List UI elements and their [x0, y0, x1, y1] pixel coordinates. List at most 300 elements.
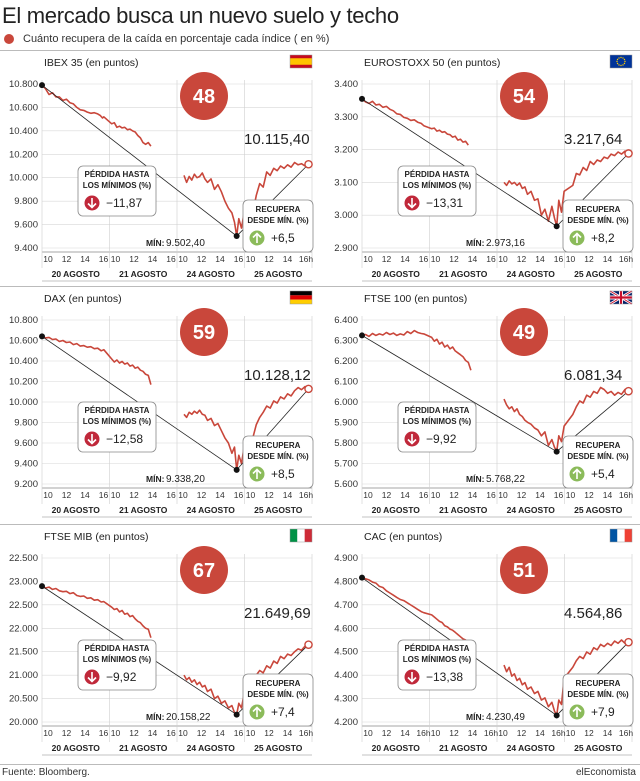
x-tick-label: 16 — [418, 490, 429, 500]
chart-svg — [320, 288, 640, 520]
chart-svg — [320, 526, 640, 758]
x-tick-label: 12 — [449, 490, 459, 500]
loss-box — [78, 402, 156, 452]
x-tick-label: 10 — [43, 728, 53, 738]
chart-title: CAC (en puntos) — [364, 531, 443, 543]
recovery-bubble — [500, 72, 548, 120]
recover-title-1: RECUPERA — [255, 679, 301, 688]
y-tick-label: 10.400 — [8, 125, 38, 137]
recover-pct: +6,5 — [271, 231, 295, 245]
recover-pct: +7,4 — [271, 705, 295, 719]
x-tick-label: 12 — [381, 490, 392, 500]
min-point — [234, 467, 240, 473]
day-label: 25 AGOSTO — [574, 269, 623, 279]
day-label: 21 AGOSTO — [439, 743, 488, 753]
recover-pct: +5,4 — [591, 467, 615, 481]
x-tick-label: 16 — [233, 490, 244, 500]
x-tick-label: 10 — [430, 254, 441, 264]
last-value: 21.649,69 — [244, 605, 311, 622]
day-label: 20 AGOSTO — [371, 505, 420, 515]
x-tick-label: 12 — [381, 728, 392, 738]
min-point — [554, 449, 560, 455]
x-tick-label: 12 — [516, 254, 527, 264]
x-tick-label: 14 — [215, 490, 225, 500]
last-value: 10.115,40 — [244, 131, 310, 148]
recover-box — [243, 674, 313, 726]
start-point — [39, 583, 45, 589]
x-tick-label: 10 — [498, 490, 508, 500]
x-tick-label: 12 — [449, 728, 459, 738]
x-tick-label: 12 — [449, 254, 459, 264]
x-tick-label: 14 — [535, 728, 545, 738]
brand-logo: elEconomista — [575, 767, 636, 778]
eu-flag-icon — [610, 55, 632, 68]
x-tick-label: 10 — [245, 254, 256, 264]
recover-box — [243, 436, 313, 488]
x-tick-label: 12 — [196, 490, 207, 500]
x-tick-label: 10 — [43, 490, 53, 500]
y-tick-label: 10.800 — [8, 315, 38, 326]
series-line — [42, 336, 151, 384]
recover-pct: +8,2 — [591, 231, 615, 245]
y-tick-label: 10.600 — [8, 102, 38, 114]
loss-title-1: PÉRDIDA HASTA — [84, 644, 150, 653]
chart-svg — [0, 52, 320, 284]
up-arrow-icon — [570, 705, 585, 720]
day-label: 24 AGOSTO — [506, 505, 555, 515]
x-tick-label: 16h — [618, 728, 634, 738]
start-point — [359, 96, 365, 102]
x-tick-label: 12 — [584, 254, 594, 264]
uk-flag-icon — [610, 291, 632, 304]
y-tick-label: 21.500 — [8, 646, 38, 658]
y-tick-label: 10.400 — [8, 356, 38, 367]
italy-flag-icon — [290, 529, 312, 542]
loss-box — [78, 640, 156, 690]
x-tick-label: 12 — [196, 254, 207, 264]
chart-title: FTSE 100 (en puntos) — [364, 293, 468, 305]
y-tick-label: 3.300 — [334, 111, 358, 123]
start-point — [39, 82, 45, 88]
y-tick-label: 10.200 — [8, 376, 38, 388]
y-tick-label: 4.400 — [334, 670, 358, 682]
recover-title-1: RECUPERA — [255, 441, 301, 450]
x-tick-label: 10 — [178, 254, 188, 264]
day-label: 21 AGOSTO — [119, 505, 168, 515]
recover-pct: +8,5 — [271, 467, 295, 481]
x-tick-label: 12 — [61, 254, 72, 264]
x-tick-label: 12 — [381, 254, 392, 264]
series-line — [362, 578, 471, 646]
x-tick-label: 10 — [363, 254, 373, 264]
subtitle-text: Cuánto recupera de la caída en porcentaje cada índice ( en %) — [23, 33, 330, 45]
x-tick-label: 14 — [602, 254, 613, 264]
y-tick-label: 4.200 — [334, 717, 358, 728]
recover-title-2: DESDE MÍN. (%) — [247, 690, 309, 699]
x-tick-label: 16h — [298, 254, 314, 264]
x-tick-label: 14 — [602, 490, 613, 500]
x-tick-label: 16h — [483, 728, 499, 738]
x-tick-label: 14 — [147, 254, 158, 264]
x-tick-label: 12 — [61, 728, 72, 738]
day-label: 21 AGOSTO — [439, 269, 488, 279]
x-tick-label: 16h — [618, 254, 634, 264]
y-tick-label: 6.400 — [334, 315, 358, 326]
recovery-bubble — [180, 308, 228, 356]
recover-title-1: RECUPERA — [255, 205, 301, 214]
last-value: 10.128,12 — [244, 367, 311, 384]
last-point — [625, 639, 632, 646]
loss-pct: −9,92 — [426, 432, 457, 446]
day-label: 24 AGOSTO — [186, 505, 235, 515]
last-point — [625, 150, 632, 157]
x-tick-label: 12 — [129, 728, 139, 738]
series-line — [42, 85, 151, 146]
loss-box — [398, 402, 476, 452]
last-value: 3.217,64 — [564, 131, 623, 148]
x-tick-label: 14 — [282, 254, 293, 264]
france-flag-icon — [610, 529, 632, 542]
min-value: 9.338,20 — [166, 474, 205, 485]
recovery-pct: 51 — [512, 560, 536, 582]
y-tick-label: 9.600 — [14, 438, 38, 449]
x-tick-label: 10 — [498, 728, 508, 738]
day-label: 21 AGOSTO — [439, 505, 488, 515]
min-value: 2.973,16 — [486, 238, 525, 249]
day-label: 25 AGOSTO — [254, 269, 303, 279]
min-point — [234, 233, 240, 239]
down-arrow-icon — [85, 670, 100, 685]
down-arrow-icon — [405, 432, 420, 447]
day-label: 24 AGOSTO — [506, 269, 555, 279]
recovery-pct: 59 — [192, 322, 216, 344]
y-tick-label: 23.000 — [8, 576, 38, 588]
x-tick-label: 10 — [110, 254, 121, 264]
recover-box — [563, 436, 633, 488]
min-value: 5.768,22 — [486, 474, 525, 485]
x-tick-label: 12 — [264, 490, 274, 500]
y-tick-label: 4.900 — [334, 553, 358, 564]
x-tick-label: 16 — [166, 728, 176, 738]
x-tick-label: 16 — [166, 490, 176, 500]
x-tick-label: 10 — [43, 254, 53, 264]
x-tick-label: 12 — [129, 254, 139, 264]
bottom-divider — [0, 764, 640, 765]
recovery-bubble — [500, 546, 548, 594]
chart-panel-cac — [320, 526, 640, 758]
min-label: MÍN: — [466, 712, 485, 722]
min-label: MÍN: — [146, 712, 165, 722]
source-note: Fuente: Bloomberg. — [2, 767, 90, 778]
down-arrow-icon — [85, 432, 100, 447]
recover-box — [563, 674, 633, 726]
loss-title-1: PÉRDIDA HASTA — [404, 406, 470, 415]
up-arrow-icon — [250, 231, 265, 246]
chart-panel-ibex — [0, 52, 320, 284]
y-tick-label: 6.000 — [334, 397, 358, 408]
down-arrow-icon — [85, 196, 100, 211]
up-arrow-icon — [570, 231, 585, 246]
x-tick-label: 14 — [602, 728, 613, 738]
y-tick-label: 3.400 — [334, 79, 358, 90]
recover-pct: +7,9 — [591, 705, 615, 719]
recover-title-1: RECUPERA — [575, 679, 621, 688]
loss-title-1: PÉRDIDA HASTA — [84, 170, 150, 179]
start-point — [359, 332, 365, 338]
x-tick-label: 12 — [516, 490, 527, 500]
day-label: 24 AGOSTO — [186, 269, 235, 279]
x-tick-label: 10 — [178, 728, 188, 738]
x-tick-label: 14 — [400, 728, 410, 738]
day-label: 20 AGOSTO — [371, 743, 420, 753]
x-tick-label: 14 — [215, 254, 225, 264]
up-arrow-icon — [250, 705, 265, 720]
x-tick-label: 10 — [498, 254, 508, 264]
day-label: 25 AGOSTO — [254, 743, 303, 753]
y-tick-label: 22.500 — [8, 553, 38, 564]
recovery-bubble — [180, 546, 228, 594]
recover-title-2: DESDE MÍN. (%) — [567, 452, 629, 461]
up-arrow-icon — [250, 467, 265, 482]
x-tick-label: 14 — [215, 728, 225, 738]
loss-box — [398, 640, 476, 690]
down-arrow-icon — [405, 196, 420, 211]
germany-flag-icon — [290, 291, 312, 304]
chart-title: DAX (en puntos) — [44, 293, 122, 305]
series-line — [362, 99, 468, 145]
x-tick-label: 10 — [110, 490, 121, 500]
start-point — [39, 333, 45, 339]
spain-flag-icon — [290, 55, 312, 68]
recover-title-2: DESDE MÍN. (%) — [247, 452, 309, 461]
y-tick-label: 5.600 — [334, 479, 358, 490]
x-tick-label: 14 — [535, 254, 545, 264]
x-tick-label: 14 — [282, 490, 293, 500]
down-arrow-icon — [405, 670, 420, 685]
chart-title: FTSE MIB (en puntos) — [44, 531, 149, 543]
day-label: 25 AGOSTO — [574, 505, 623, 515]
up-arrow-icon — [570, 467, 585, 482]
loss-pct: −13,38 — [426, 670, 464, 684]
min-point — [234, 712, 240, 718]
last-point — [305, 161, 312, 168]
x-tick-label: 16h — [551, 728, 566, 738]
chart-panel-dax — [0, 288, 320, 520]
last-value: 6.081,34 — [564, 367, 623, 384]
y-tick-label: 9.400 — [14, 458, 38, 470]
day-label: 21 AGOSTO — [119, 269, 168, 279]
row-divider-1 — [0, 286, 640, 287]
day-label: 24 AGOSTO — [186, 743, 235, 753]
loss-title-2: LOS MÍNIMOS (%) — [82, 181, 152, 190]
x-tick-label: 16 — [486, 254, 496, 264]
recovery-bubble — [180, 72, 228, 120]
x-tick-label: 10 — [110, 728, 121, 738]
loss-pct: −11,87 — [106, 196, 143, 210]
recovery-pct: 49 — [512, 322, 536, 344]
y-tick-label: 10.000 — [8, 397, 38, 408]
x-tick-label: 16h — [416, 728, 431, 738]
x-tick-label: 10 — [565, 490, 576, 500]
loss-title-2: LOS MÍNIMOS (%) — [402, 181, 472, 190]
x-tick-label: 14 — [400, 254, 410, 264]
loss-pct: −9,92 — [106, 670, 137, 684]
x-tick-label: 14 — [80, 728, 90, 738]
y-tick-label: 5.800 — [334, 438, 358, 449]
x-tick-label: 12 — [264, 728, 274, 738]
x-tick-label: 10 — [565, 728, 576, 738]
chart-svg — [0, 526, 320, 758]
x-tick-label: 16 — [418, 254, 429, 264]
chart-svg — [0, 288, 320, 520]
y-tick-label: 9.400 — [14, 243, 38, 254]
row-divider-2 — [0, 524, 640, 525]
y-tick-label: 5.700 — [334, 458, 358, 470]
loss-box — [78, 166, 156, 216]
recovery-pct: 48 — [192, 86, 216, 108]
recover-box — [243, 200, 313, 252]
y-tick-label: 9.800 — [14, 417, 38, 429]
recover-box — [563, 200, 633, 252]
min-label: MÍN: — [146, 474, 165, 484]
x-tick-label: 14 — [467, 254, 478, 264]
day-label: 20 AGOSTO — [51, 743, 100, 753]
x-tick-label: 16 — [553, 490, 564, 500]
y-tick-label: 6.100 — [334, 376, 358, 388]
y-tick-label: 22.000 — [8, 623, 38, 635]
day-label: 24 AGOSTO — [506, 743, 555, 753]
day-label: 20 AGOSTO — [51, 269, 100, 279]
series-line — [362, 331, 471, 371]
x-tick-label: 14 — [282, 728, 293, 738]
y-tick-label: 9.800 — [14, 196, 38, 208]
x-tick-label: 10 — [245, 490, 256, 500]
subtitle — [4, 33, 329, 45]
y-tick-label: 5.900 — [334, 417, 358, 429]
chart-panel-eurostoxx — [320, 52, 640, 284]
recover-title-1: RECUPERA — [575, 205, 621, 214]
x-tick-label: 10 — [363, 490, 373, 500]
x-tick-label: 14 — [80, 254, 90, 264]
y-tick-label: 4.700 — [334, 599, 358, 611]
y-tick-label: 3.100 — [334, 177, 358, 189]
loss-title-2: LOS MÍNIMOS (%) — [402, 655, 472, 664]
min-value: 4.230,49 — [486, 712, 525, 723]
x-tick-label: 14 — [467, 490, 478, 500]
loss-title-2: LOS MÍNIMOS (%) — [82, 417, 152, 426]
x-tick-label: 10 — [430, 490, 441, 500]
last-value: 4.564,86 — [564, 605, 623, 622]
recover-title-2: DESDE MÍN. (%) — [247, 216, 309, 225]
page-title: El mercado busca un nuevo suelo y techo — [2, 3, 399, 28]
y-tick-label: 22.500 — [8, 599, 38, 611]
day-label: 25 AGOSTO — [574, 743, 623, 753]
recovery-pct: 54 — [512, 86, 536, 108]
min-value: 9.502,40 — [166, 238, 205, 249]
y-tick-label: 20.500 — [8, 693, 38, 705]
min-point — [554, 712, 560, 718]
x-tick-label: 16 — [98, 728, 109, 738]
x-tick-label: 16 — [98, 490, 109, 500]
chart-title: EUROSTOXX 50 (en puntos) — [364, 57, 501, 69]
x-tick-label: 14 — [147, 490, 158, 500]
loss-title-1: PÉRDIDA HASTA — [404, 644, 470, 653]
x-tick-label: 14 — [80, 490, 90, 500]
x-tick-label: 14 — [467, 728, 478, 738]
y-tick-label: 21.000 — [8, 670, 38, 682]
x-tick-label: 16h — [298, 490, 314, 500]
y-tick-label: 10.600 — [8, 335, 38, 347]
recover-title-1: RECUPERA — [575, 441, 621, 450]
x-tick-label: 12 — [196, 728, 207, 738]
y-tick-label: 4.300 — [334, 693, 358, 705]
x-tick-label: 10 — [363, 728, 373, 738]
day-label: 25 AGOSTO — [254, 505, 303, 515]
y-tick-label: 10.200 — [8, 149, 38, 161]
x-tick-label: 12 — [264, 254, 274, 264]
x-tick-label: 12 — [61, 490, 72, 500]
x-tick-label: 10 — [245, 728, 256, 738]
x-tick-label: 10 — [430, 728, 441, 738]
y-tick-label: 10.800 — [8, 79, 38, 90]
y-tick-label: 6.200 — [334, 356, 358, 367]
x-tick-label: 16h — [298, 728, 314, 738]
x-tick-label: 14 — [147, 728, 158, 738]
min-value: 20.158,22 — [166, 712, 211, 723]
start-point — [359, 575, 365, 581]
min-label: MÍN: — [466, 238, 485, 248]
x-tick-label: 12 — [516, 728, 527, 738]
y-tick-label: 3.200 — [334, 144, 358, 156]
x-tick-label: 14 — [400, 490, 410, 500]
x-tick-label: 16 — [98, 254, 109, 264]
recovery-pct: 67 — [192, 560, 216, 582]
legend-dot-icon — [4, 34, 14, 44]
x-tick-label: 12 — [584, 728, 594, 738]
y-tick-label: 2.900 — [334, 243, 358, 254]
min-label: MÍN: — [466, 474, 485, 484]
x-tick-label: 16 — [553, 254, 564, 264]
day-label: 20 AGOSTO — [371, 269, 420, 279]
y-tick-label: 6.300 — [334, 335, 358, 347]
min-point — [554, 223, 560, 229]
loss-title-1: PÉRDIDA HASTA — [84, 406, 150, 415]
x-tick-label: 12 — [584, 490, 594, 500]
loss-title-2: LOS MÍNIMOS (%) — [402, 417, 472, 426]
chart-panel-ftsemib — [0, 526, 320, 758]
y-tick-label: 4.500 — [334, 646, 358, 658]
y-tick-label: 20.000 — [8, 717, 38, 728]
x-tick-label: 16 — [233, 254, 244, 264]
day-label: 20 AGOSTO — [51, 505, 100, 515]
loss-title-1: PÉRDIDA HASTA — [404, 170, 470, 179]
loss-pct: −12,58 — [106, 432, 144, 446]
loss-box — [398, 166, 476, 216]
y-tick-label: 9.200 — [14, 479, 38, 490]
chart-svg — [320, 52, 640, 284]
y-tick-label: 3.000 — [334, 210, 358, 222]
y-tick-label: 9.600 — [14, 219, 38, 231]
recovery-bubble — [500, 308, 548, 356]
x-tick-label: 16h — [618, 490, 634, 500]
chart-panel-ftse100 — [320, 288, 640, 520]
recover-title-2: DESDE MÍN. (%) — [567, 690, 629, 699]
recover-title-2: DESDE MÍN. (%) — [567, 216, 629, 225]
x-tick-label: 10 — [565, 254, 576, 264]
y-tick-label: 10.000 — [8, 172, 38, 184]
loss-pct: −13,31 — [426, 196, 464, 210]
y-tick-label: 4.600 — [334, 623, 358, 635]
